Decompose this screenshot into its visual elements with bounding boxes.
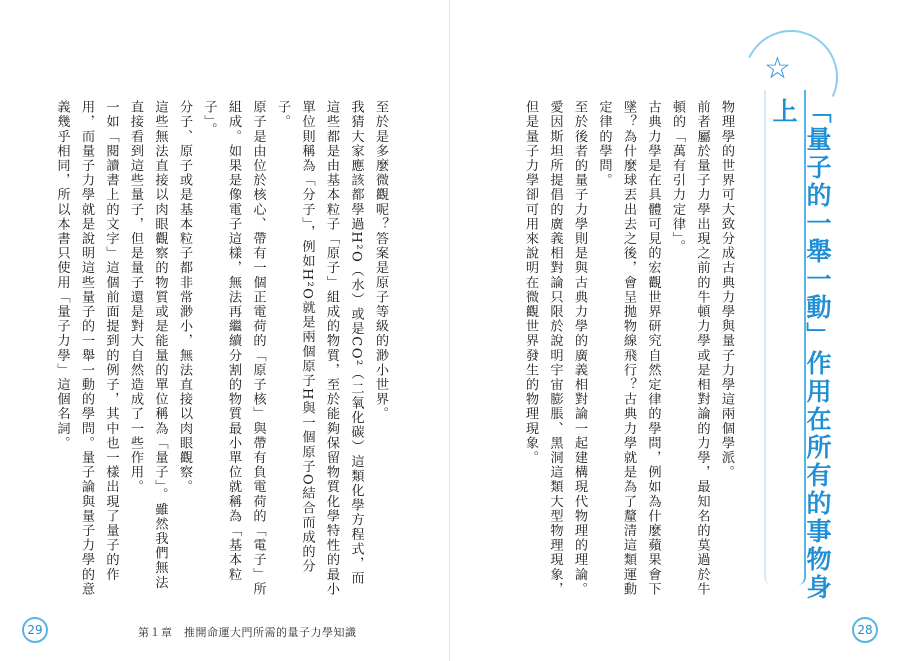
page-number-left: 29 — [22, 617, 48, 643]
chapter-title: 「量子的一舉一動」作用在所有的事物身上 — [769, 98, 832, 602]
paragraph: 物理學的世界可大致分成古典力學與量子力學這兩個學派。 — [719, 100, 734, 480]
star-icon: ☆ — [764, 51, 791, 86]
page-number-right: 28 — [852, 617, 878, 643]
right-page-body — [508, 100, 738, 600]
paragraph: 前者屬於量子力學出現之前的牛頓力學或是相對論的力學，最知名的莫過於牛頓的「萬有引力定律」。 — [670, 100, 710, 597]
paragraph: 原子是由位於核心、帶有一個正電荷的「原子核」與帶有負電荷的「電子」所組成。如果是像電子這樣，無法再繼續分割的物質最小單位就稱為「基本粒子」。 — [201, 100, 266, 597]
page-gutter — [449, 0, 450, 661]
paragraph: 古典力學是在具體可見的宏觀世界研究自然定律的學問，例如為什麼蘋果會下墜？為什麼球丟出去之後，會呈拋物線飛行？古典力學就是為了釐清這類運動定律的學問。 — [596, 100, 661, 597]
paragraph: 至於後者的量子力學則是與古典力學的廣義相對論一起建構現代物理的理論。 — [572, 100, 587, 597]
running-head: 第１章 推開命運大門所需的量子力學知識 — [138, 626, 357, 639]
paragraph: 分子、原子或是基本粒子都非常渺小，無法直接以肉眼觀察。 — [177, 100, 192, 495]
paragraph: 一如「閱讀書上的文字」這個前面提到的例子，其中也一樣出現了量子的作用，而量子力學就是說明這些量子的一舉一動的學問。量子論與量子力學的意義幾乎相同，所以本書只使用「量子力學」這個名詞。 — [54, 100, 119, 597]
paragraph: 我猜大家應該都學過H²O（水）或是CO²（二氧化碳）這類化學方程式，而這些都是由基本粒子「原子」組成的物質，至於能夠保留物質化學特性的最小單位則稱為「分子」，例如H²O就是兩個原子H與一個原子O結合而成的分子。 — [275, 100, 364, 597]
paragraph: 這些無法直接以肉眼觀察的物質或是能量的單位稱為「量子」。雖然我們無法直接看到這些量子，但是量子還是對大自然造成了一些作用。 — [128, 100, 168, 590]
paragraph: 愛因斯坦所提倡的廣義相對論只限於說明宇宙膨脹、黑洞這類大型物理現象，但是量子力學卻可用來說明在微觀世界發生的物理現象。 — [523, 100, 563, 597]
paragraph: 至於是多麼微觀呢？答案是原子等級的渺小世界。 — [373, 100, 388, 422]
left-page-body — [54, 100, 392, 600]
chapter-title-panel — [752, 40, 832, 605]
